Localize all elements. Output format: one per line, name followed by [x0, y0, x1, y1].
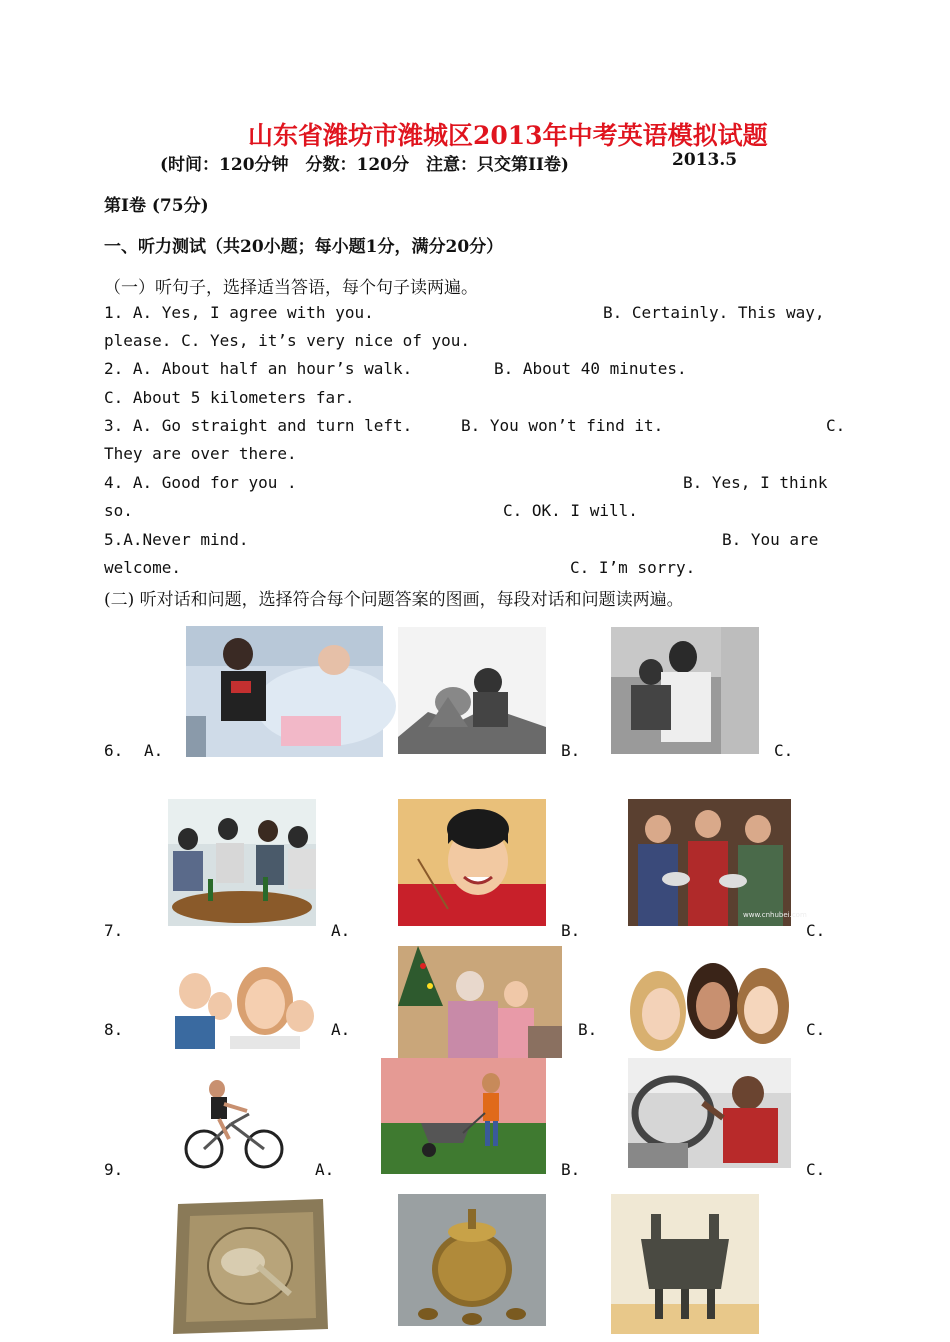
photo-friends-dinner-party [168, 799, 316, 926]
subsection-heading: （一）听句子，选择适当答语，每个句子读两遍。 [104, 278, 478, 298]
question-4-option-c: C. OK. I will. [503, 501, 638, 520]
question-6-number: 6. [104, 741, 124, 760]
question-3-option-c: They are over there. [104, 444, 297, 463]
photo-three-girls-smiling [628, 956, 791, 1059]
question-9-label-a: A. [315, 1160, 335, 1179]
photo-children-with-bowls [628, 799, 807, 926]
question-7-label-c: C. [806, 921, 826, 940]
part-heading: 第I卷 (75分) [104, 196, 209, 216]
exam-date: 2013.5 [672, 150, 738, 170]
question-5-option-c: C. I’m sorry. [570, 558, 696, 577]
question-4-option-a: 4. A. Good for you . [104, 473, 297, 492]
question-8-number: 8. [104, 1020, 124, 1039]
photo-grandmother-with-girl [398, 946, 562, 1058]
question-1-option-a: 1. A. Yes, I agree with you. [104, 303, 374, 322]
question-7-label-b: B. [561, 921, 581, 940]
question-2-option-a: 2. A. About half an hour’s walk. [104, 359, 413, 378]
question-3-option-c-label: C. [826, 416, 846, 435]
question-1-option-b: B. Certainly. This way, [603, 303, 825, 322]
question-5-option-b: B. You are [722, 530, 819, 549]
question-6-label-b: B. [561, 741, 581, 760]
question-5-option-a: 5.A.Never mind. [104, 530, 249, 549]
photo-cyclist-on-bike [169, 1049, 300, 1179]
question-3-option-b: B. You won’t find it. [461, 416, 664, 435]
photo-mother-carrying-child [611, 627, 759, 754]
photo-bronze-ding-vessel [611, 1194, 759, 1334]
exam-info: (时间：120分钟 分数：120分 注意：只交第II卷) [160, 155, 569, 175]
question-3-option-a: 3. A. Go straight and turn left. [104, 416, 413, 435]
question-9-label-b: B. [561, 1160, 581, 1179]
page-title: 山东省潍坊市潍城区2013年中考英语模拟试题 [248, 121, 768, 150]
question-8-label-b: B. [578, 1020, 598, 1039]
question-5-option-b-cont: welcome. [104, 558, 182, 577]
photo-boy-eating-noodles [398, 799, 546, 926]
question-8-label-c: C. [806, 1020, 826, 1039]
question-7-label-a: A. [331, 921, 351, 940]
photo-ancient-compass [168, 1194, 333, 1334]
photo-seismograph [398, 1194, 546, 1326]
subsection-heading-2: (二) 听对话和问题，选择符合每个问题答案的图画，每段对话和问题读两遍。 [104, 590, 684, 610]
question-4-option-b-cont: so. [104, 501, 133, 520]
question-1-line-2: please. C. Yes, it’s very nice of you. [104, 331, 471, 350]
photo-children-playing-rocks [398, 627, 546, 754]
question-9-label-c: C. [806, 1160, 826, 1179]
question-6-label-c: C. [774, 741, 794, 760]
question-2-option-b: B. About 40 minutes. [494, 359, 687, 378]
question-8-label-a: A. [331, 1020, 351, 1039]
photo-boy-driving-car [628, 1058, 791, 1168]
watermark-text: www.cnhubei.com [743, 911, 807, 919]
question-9-number: 9. [104, 1160, 124, 1179]
section-heading: 一、听力测试（共20小题；每小题1分，满分20分） [104, 237, 504, 257]
question-4-option-b: B. Yes, I think [683, 473, 828, 492]
question-6-label-a: A. [144, 741, 164, 760]
question-7-number: 7. [104, 921, 124, 940]
question-2-option-c: C. About 5 kilometers far. [104, 388, 355, 407]
photo-boy-hospital-visit [186, 626, 383, 757]
photo-toy-figure-wheelbarrow [381, 1058, 546, 1174]
